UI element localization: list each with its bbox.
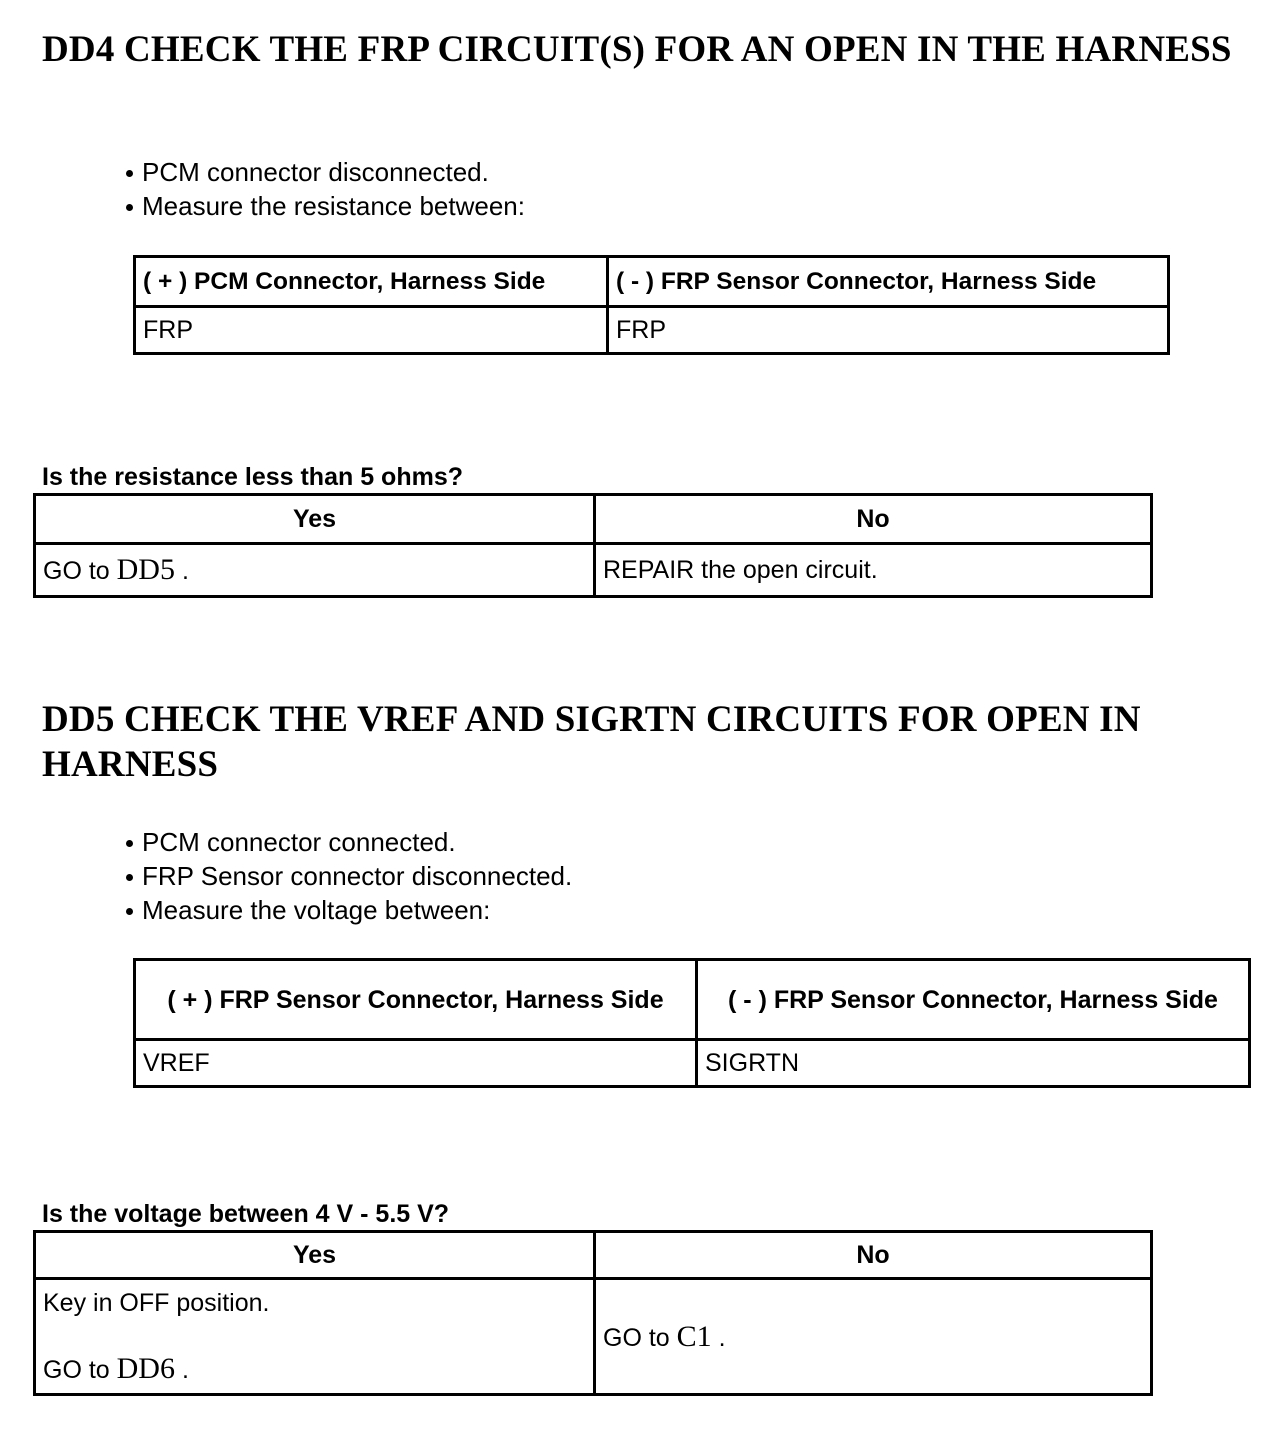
no-cell: REPAIR the open circuit.	[595, 544, 1152, 597]
bullet-icon	[126, 840, 133, 847]
dd6-link[interactable]: DD6	[116, 1352, 175, 1385]
dd4-bullet-list	[124, 155, 525, 223]
no-cell: GO to C1 .	[595, 1279, 1152, 1395]
table-cell: FRP	[608, 307, 1169, 354]
list-item: FRP Sensor connector disconnected.	[124, 859, 572, 893]
dd4-heading: DD4 CHECK THE FRP CIRCUIT(S) FOR AN OPEN IN THE HARNESS	[42, 29, 1232, 70]
yes-cell: Key in OFF position. GO to DD6 .	[35, 1279, 595, 1395]
column-header-positive: ( + ) PCM Connector, Harness Side	[135, 257, 608, 307]
dd4-measurement-table	[133, 255, 1170, 355]
list-item: Measure the voltage between:	[124, 893, 572, 927]
table-cell: SIGRTN	[697, 1040, 1250, 1087]
column-header-positive: ( + ) FRP Sensor Connector, Harness Side	[135, 960, 697, 1040]
yes-header: Yes	[35, 495, 595, 544]
bullet-icon	[126, 204, 133, 211]
dd5-link[interactable]: DD5	[116, 553, 175, 586]
list-item: Measure the resistance between:	[124, 189, 525, 223]
list-item: PCM connector connected.	[124, 825, 572, 859]
dd4-result-table	[33, 493, 1153, 598]
table-cell: VREF	[135, 1040, 697, 1087]
bullet-icon	[126, 908, 133, 915]
yes-cell: GO to DD5 .	[35, 544, 595, 597]
bullet-icon	[126, 874, 133, 881]
table-cell: FRP	[135, 307, 608, 354]
table-row	[35, 1279, 1152, 1395]
table-row	[35, 544, 1152, 597]
column-header-negative: ( - ) FRP Sensor Connector, Harness Side	[608, 257, 1169, 307]
table-row	[135, 1040, 1250, 1087]
dd5-question: Is the voltage between 4 V - 5.5 V?	[42, 1200, 450, 1228]
table-row	[135, 307, 1169, 354]
list-item: PCM connector disconnected.	[124, 155, 525, 189]
yes-header: Yes	[35, 1232, 595, 1279]
column-header-negative: ( - ) FRP Sensor Connector, Harness Side	[697, 960, 1250, 1040]
no-header: No	[595, 495, 1152, 544]
dd5-bullet-list	[124, 825, 572, 927]
c1-link[interactable]: C1	[676, 1319, 712, 1353]
no-header: No	[595, 1232, 1152, 1279]
bullet-icon	[126, 170, 133, 177]
dd5-heading: DD5 CHECK THE VREF AND SIGRTN CIRCUITS FOR OPEN IN HARNESS	[42, 699, 1141, 785]
dd4-question: Is the resistance less than 5 ohms?	[42, 463, 463, 491]
dd5-measurement-table	[133, 958, 1251, 1088]
dd5-result-table	[33, 1230, 1153, 1396]
